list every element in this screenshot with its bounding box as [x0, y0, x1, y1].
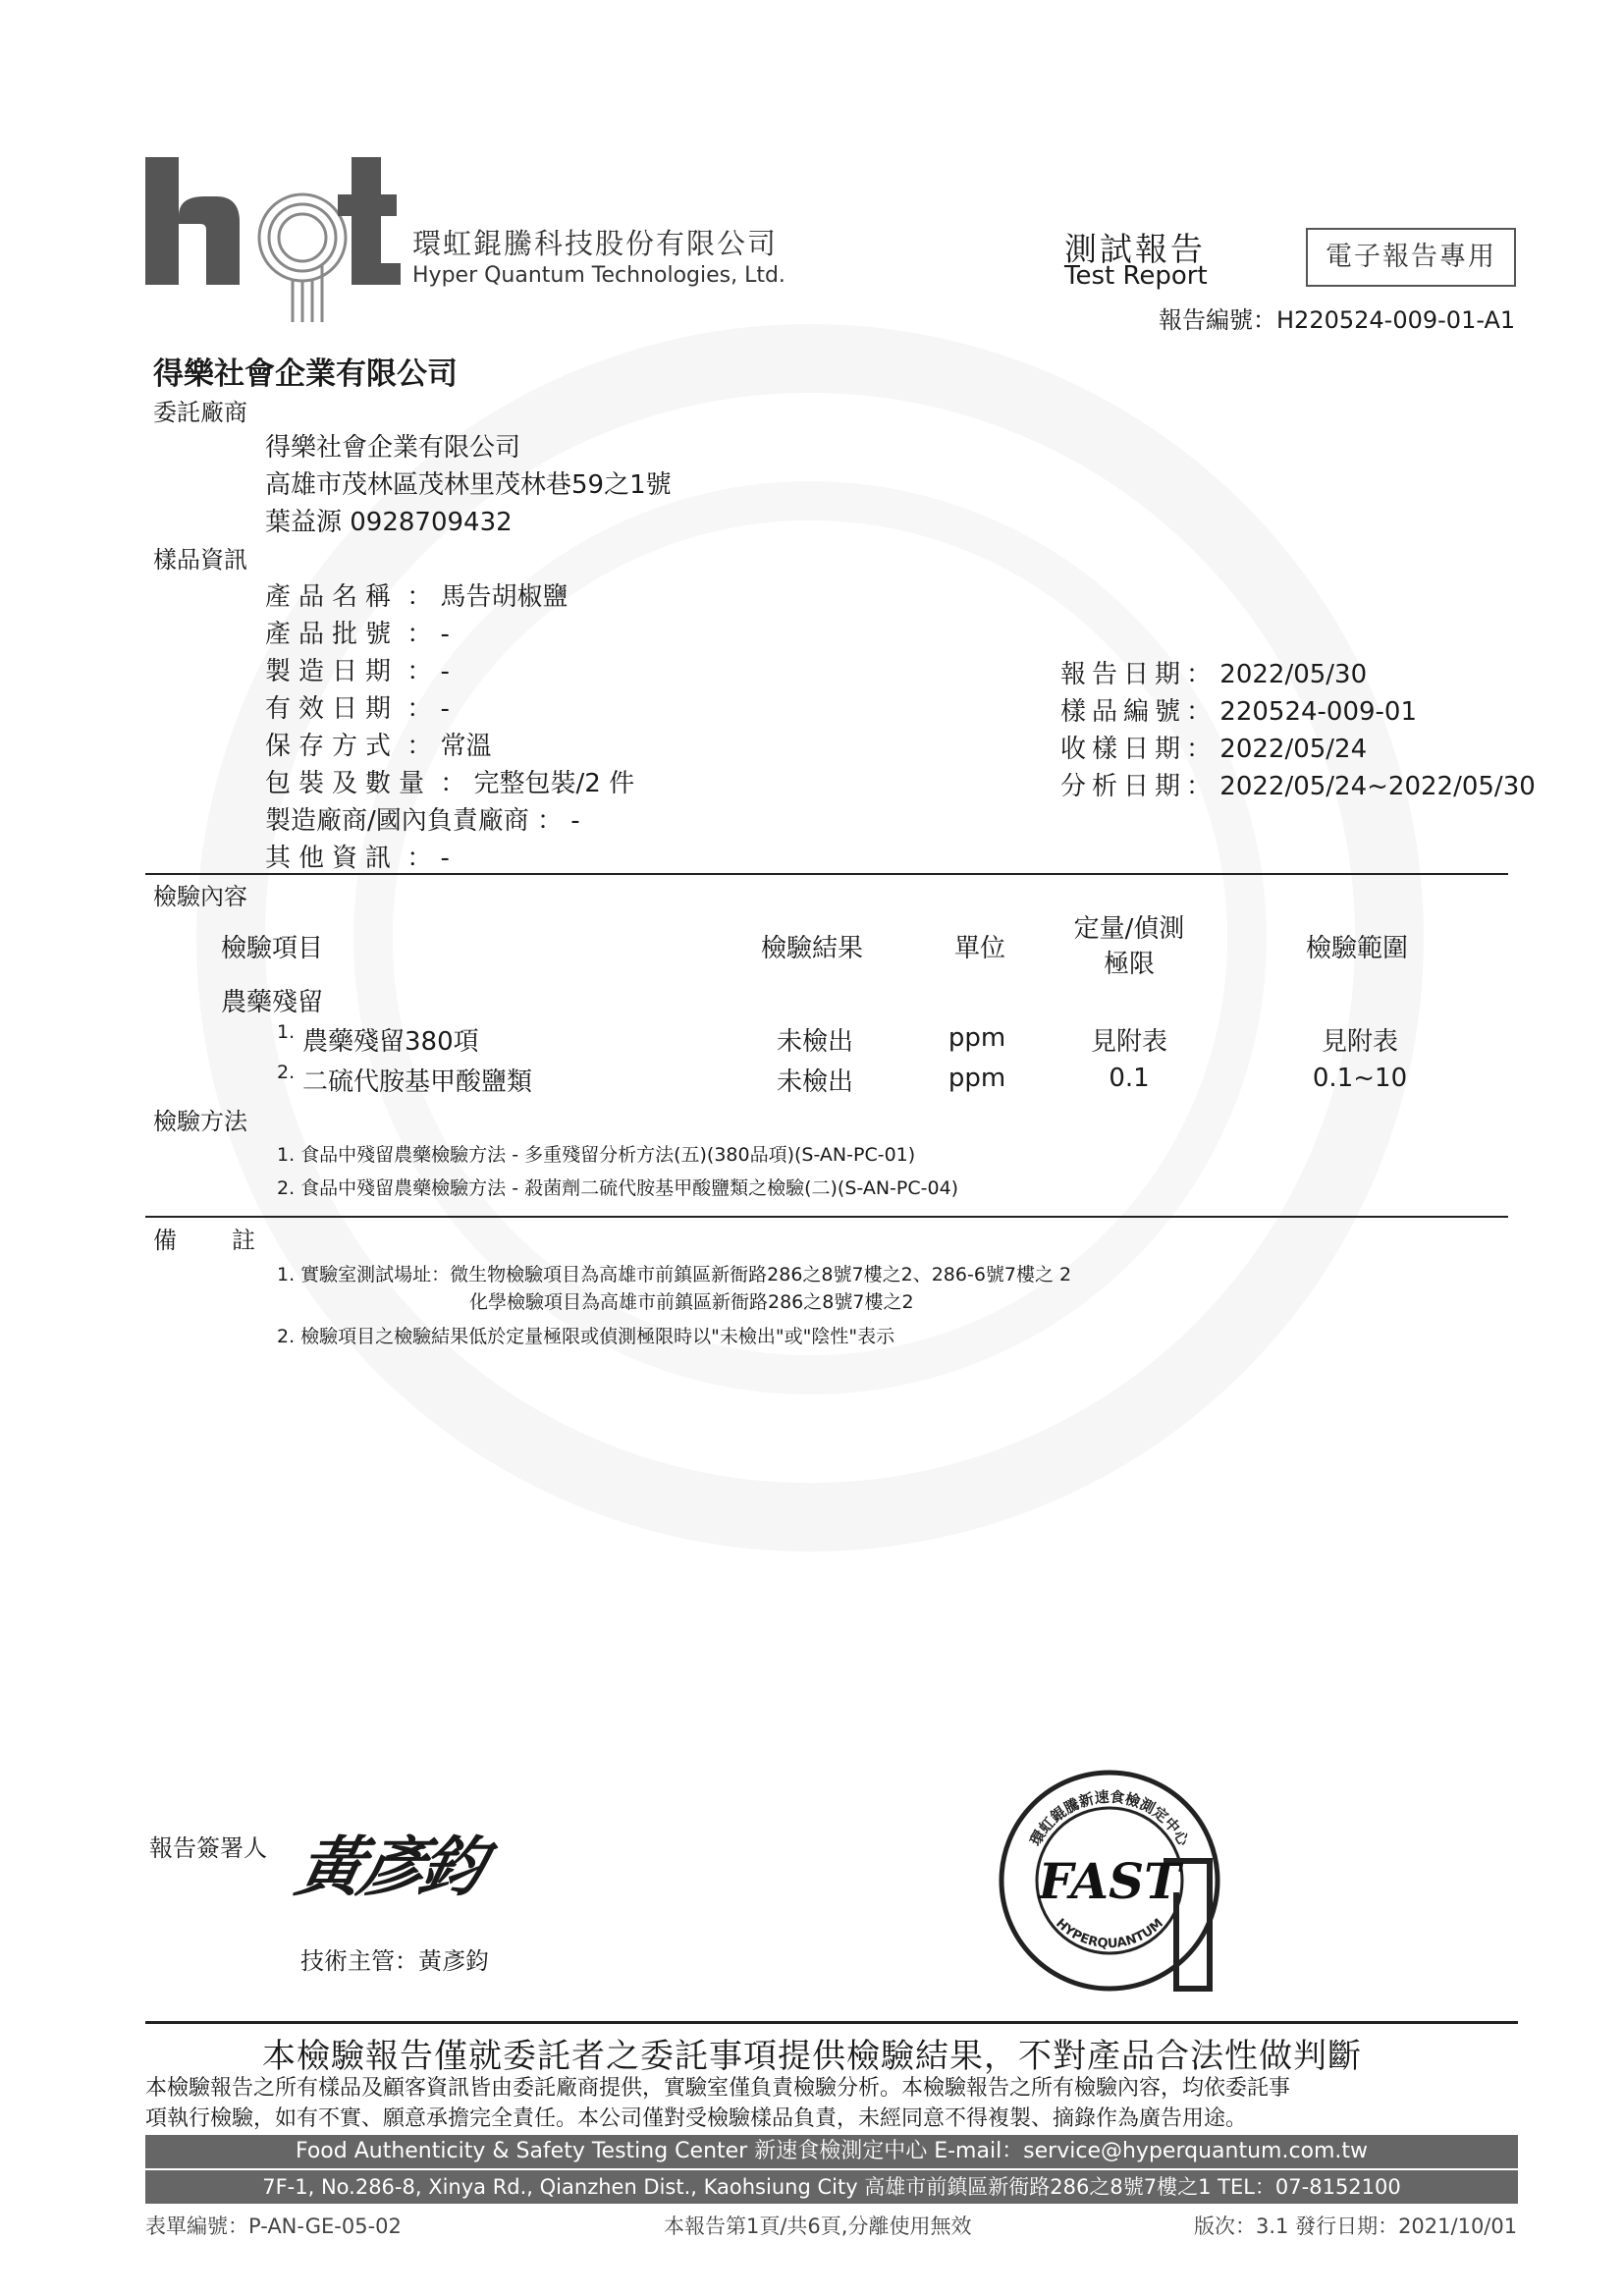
hqt-logo-icon: [145, 147, 401, 324]
date-field: 報告日期： 2022/05/30: [1060, 660, 1368, 689]
date-label: 樣品編號: [1060, 697, 1187, 727]
electronic-report-stamp: 電子報告專用: [1306, 228, 1516, 287]
footer-bar-contact: Food Authenticity & Safety Testing Center 新速食檢測定中心 E-mail：service@hyperquantum.com.tw: [145, 2135, 1518, 2168]
client-header: 得樂社會企業有限公司: [153, 356, 458, 392]
report-number: [1159, 301, 1515, 335]
svg-text:環虹錕騰新速食檢測定中心: 環虹錕騰新速食檢測定中心: [1026, 1787, 1193, 1849]
date-label: 報告日期: [1060, 660, 1187, 689]
sample-field-value: -: [570, 806, 580, 836]
disclaimer-line: 項執行檢驗，如有不實、願意承擔完全責任。本公司僅對受檢驗樣品負責，未經同意不得複製、摘錄作為廣告用途。: [145, 2106, 1248, 2131]
row-range: 0.1~10: [1312, 1064, 1408, 1093]
date-label: 分析日期: [1060, 772, 1187, 801]
company-name-en: Hyper Quantum Technologies, Ltd.: [412, 263, 785, 288]
sample-field: 保存方式 ： 常溫: [265, 732, 492, 761]
row-item: 農藥殘留380項: [302, 1027, 479, 1057]
sample-field: 製造廠商/國內負責廠商 ： -: [265, 806, 580, 836]
sample-field-value: -: [440, 620, 450, 649]
row-item: 二硫代胺基甲酸鹽類: [302, 1067, 533, 1097]
svg-text:FAST: FAST: [1038, 1852, 1181, 1910]
date-value: 2022/05/24~2022/05/30: [1219, 772, 1536, 801]
sample-field-label: 包裝及數量: [265, 769, 433, 798]
page-number: 本報告第1頁/共6頁,分離使用無效: [664, 2214, 972, 2238]
row-number: 1.: [277, 1021, 296, 1043]
company-name-zh: 環虹錕騰科技股份有限公司: [412, 227, 779, 260]
method-item: 1. 食品中殘留農藥檢驗方法 - 多重殘留分析方法(五)(380品項)(S-AN-PC-01): [277, 1144, 916, 1166]
company-logo: [145, 147, 401, 324]
inspection-label: 檢驗內容: [153, 883, 247, 910]
header-limit-line2: 極限: [1103, 950, 1155, 979]
sample-field-label: 保存方式: [265, 732, 400, 761]
sample-field-label: 其他資訊: [265, 844, 400, 873]
svg-text:HYPERQUANTUM: HYPERQUANTUM: [1053, 1916, 1166, 1952]
fast-seal: [992, 1763, 1227, 1998]
sample-field: 產品名稱 ： 馬告胡椒鹽: [265, 582, 568, 612]
remarks-label-2: 註: [232, 1227, 255, 1254]
header-result: 檢驗結果: [761, 934, 864, 963]
divider: [145, 2021, 1518, 2024]
row-range: 見附表: [1321, 1027, 1398, 1057]
signature: 黃彥鈞: [290, 1829, 490, 1905]
header-limit: [1051, 911, 1208, 982]
date-value: 2022/05/30: [1219, 660, 1368, 689]
header-unit: 單位: [954, 934, 1006, 963]
sample-field-value: 馬告胡椒鹽: [440, 582, 568, 612]
report-title-en: Test Report: [1064, 261, 1208, 291]
method-item: 2. 食品中殘留農藥檢驗方法 - 殺菌劑二硫代胺基甲酸鹽類之檢驗(二)(S-AN-PC-04): [277, 1177, 959, 1199]
methods-label: 檢驗方法: [153, 1108, 247, 1135]
sample-field-label: 產品名稱: [265, 582, 400, 612]
form-number: 表單編號：P-AN-GE-05-02: [145, 2214, 402, 2238]
signature-title: 技術主管：黃彥鈞: [300, 1947, 489, 1975]
sample-field-value: 完整包裝/2 件: [473, 769, 635, 798]
sample-field-label: 有效日期: [265, 694, 400, 724]
sample-field-value: -: [440, 844, 450, 873]
signature-label: 報告簽署人: [149, 1834, 267, 1862]
sample-field: 製造日期 ： -: [265, 657, 450, 686]
date-value: 2022/05/24: [1219, 735, 1368, 764]
client-contact: 葉益源 0928709432: [265, 508, 513, 537]
row-unit: ppm: [947, 1064, 1006, 1093]
row-result: 未檢出: [776, 1027, 853, 1057]
client-address: 高雄市茂林區茂林里茂林巷59之1號: [265, 470, 672, 500]
sample-field-value: -: [440, 694, 450, 724]
sample-field-label: 製造日期: [265, 657, 400, 686]
sample-field-label: 產品批號: [265, 620, 400, 649]
header-item: 檢驗項目: [221, 934, 324, 963]
row-limit: 0.1: [1109, 1064, 1150, 1093]
report-number-value: H220524-009-01-A1: [1276, 306, 1516, 334]
header-limit-line1: 定量/偵測: [1073, 914, 1185, 944]
sample-field: 有效日期 ： -: [265, 694, 450, 724]
fast-seal-icon: [992, 1763, 1227, 1998]
sample-field: 其他資訊 ： -: [265, 844, 450, 873]
row-unit: ppm: [947, 1023, 1006, 1053]
date-value: 220524-009-01: [1219, 697, 1418, 727]
report-title-zh: 測試報告: [1064, 230, 1206, 268]
date-field: 收樣日期： 2022/05/24: [1060, 735, 1368, 764]
row-limit: 見附表: [1090, 1027, 1167, 1057]
date-field: 樣品編號： 220524-009-01: [1060, 697, 1418, 727]
divider: [145, 873, 1508, 875]
client-name: 得樂社會企業有限公司: [265, 433, 521, 463]
remarks-label-1: 備: [153, 1227, 177, 1254]
client-label: 委託廠商: [153, 399, 247, 426]
date-label: 收樣日期: [1060, 735, 1187, 764]
report-number-label: 報告編號：: [1159, 306, 1276, 334]
header-range: 檢驗範圍: [1306, 934, 1409, 963]
sample-field: 產品批號 ： -: [265, 620, 450, 649]
sample-field-label: 製造廠商/國內負責廠商: [265, 806, 529, 836]
version: 版次：3.1 發行日期：2021/10/01: [1194, 2214, 1518, 2238]
date-field: 分析日期： 2022/05/24~2022/05/30: [1060, 772, 1536, 801]
row-number: 2.: [277, 1062, 296, 1083]
remark-line: 化學檢驗項目為高雄市前鎮區新衙路286之8號7樓之2: [469, 1291, 914, 1313]
row-result: 未檢出: [776, 1067, 853, 1097]
sample-label: 樣品資訊: [153, 546, 247, 574]
inspection-category: 農藥殘留: [221, 988, 324, 1017]
remark-line: 1. 實驗室測試場址：微生物檢驗項目為高雄市前鎮區新衙路286之8號7樓之2、286-6號7樓之 2: [277, 1264, 1072, 1285]
divider: [145, 1216, 1508, 1218]
sample-field-value: 常溫: [440, 732, 492, 761]
sample-field: 包裝及數量 ： 完整包裝/2 件: [265, 769, 635, 798]
remark-line: 2. 檢驗項目之檢驗結果低於定量極限或偵測極限時以"未檢出"或"陰性"表示: [277, 1326, 895, 1347]
disclaimer-line: 本檢驗報告之所有樣品及顧客資訊皆由委託廠商提供，實驗室僅負責檢驗分析。本檢驗報告之所有檢驗內容，均依委託事: [145, 2076, 1291, 2101]
sample-field-value: -: [440, 657, 450, 686]
footer-bar-address: 7F-1, No.286-8, Xinya Rd., Qianzhen Dist., Kaohsiung City 高雄市前鎮區新衙路286之8號7樓之1 TEL：07-8152100: [145, 2170, 1518, 2204]
disclaimer-headline: 本檢驗報告僅就委託者之委託事項提供檢驗結果，不對產品合法性做判斷: [262, 2037, 1362, 2076]
